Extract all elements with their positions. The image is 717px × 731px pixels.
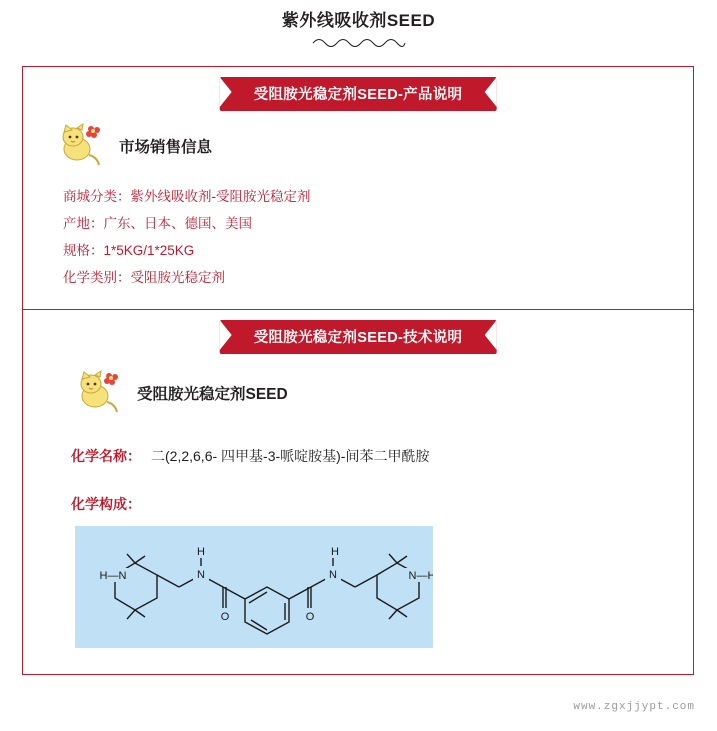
- content-box: [22, 66, 694, 675]
- chemical-name-value: 二(2,2,6,6- 四甲基-3-哌啶胺基)-间苯二甲酰胺: [151, 448, 430, 464]
- chemical-structure-label: 化学构成：: [71, 496, 141, 512]
- product-heading-label: 市场销售信息: [119, 139, 213, 156]
- atom-label-amide-left-h: H: [197, 546, 205, 558]
- chemical-name-label: 化学名称：: [71, 448, 141, 464]
- info-item-chemical-class: 化学类别：受阻胺光稳定剂: [63, 270, 225, 285]
- atom-label-amide-right-h: H: [331, 546, 339, 558]
- chemical-structure-diagram: [75, 526, 433, 648]
- atom-label-right-nh: N—H: [408, 570, 433, 582]
- technical-heading-row: [23, 352, 693, 416]
- chemical-name-row: [23, 416, 693, 466]
- atom-label-amide-right-n: N: [329, 569, 337, 581]
- product-heading-row: [23, 109, 693, 169]
- atom-label-amide-right-o: O: [305, 611, 315, 623]
- cat-flower-icon: [71, 370, 125, 416]
- ribbon-product-label: 受阻胺光稳定剂SEED-产品说明: [220, 77, 497, 111]
- product-info-list: [23, 169, 693, 309]
- atom-label-amide-left-o: O: [220, 611, 230, 623]
- info-item-origin: 产地：广东、日本、德国、美国: [63, 216, 252, 231]
- title-squiggle-decoration: [311, 35, 407, 47]
- technical-heading-label: 受阻胺光稳定剂SEED: [137, 386, 288, 403]
- section-product-description: [23, 77, 693, 309]
- site-watermark: www.zgxjjypt.com: [573, 701, 695, 713]
- ribbon-product-wrap: [23, 77, 693, 109]
- ribbon-technical-label: 受阻胺光稳定剂SEED-技术说明: [220, 320, 497, 354]
- cat-flower-icon: [53, 123, 107, 169]
- info-item-spec: 规格：1*5KG/1*25KG: [63, 243, 195, 258]
- info-item-category: 商城分类：紫外线吸收剂-受阻胺光稳定剂: [63, 189, 311, 204]
- section-technical-description: [23, 309, 693, 648]
- atom-label-left-nh: H—N: [99, 570, 127, 582]
- ribbon-technical-wrap: [23, 320, 693, 352]
- page-title: 紫外线吸收剂SEED: [281, 11, 436, 30]
- atom-label-amide-left-n: N: [197, 569, 205, 581]
